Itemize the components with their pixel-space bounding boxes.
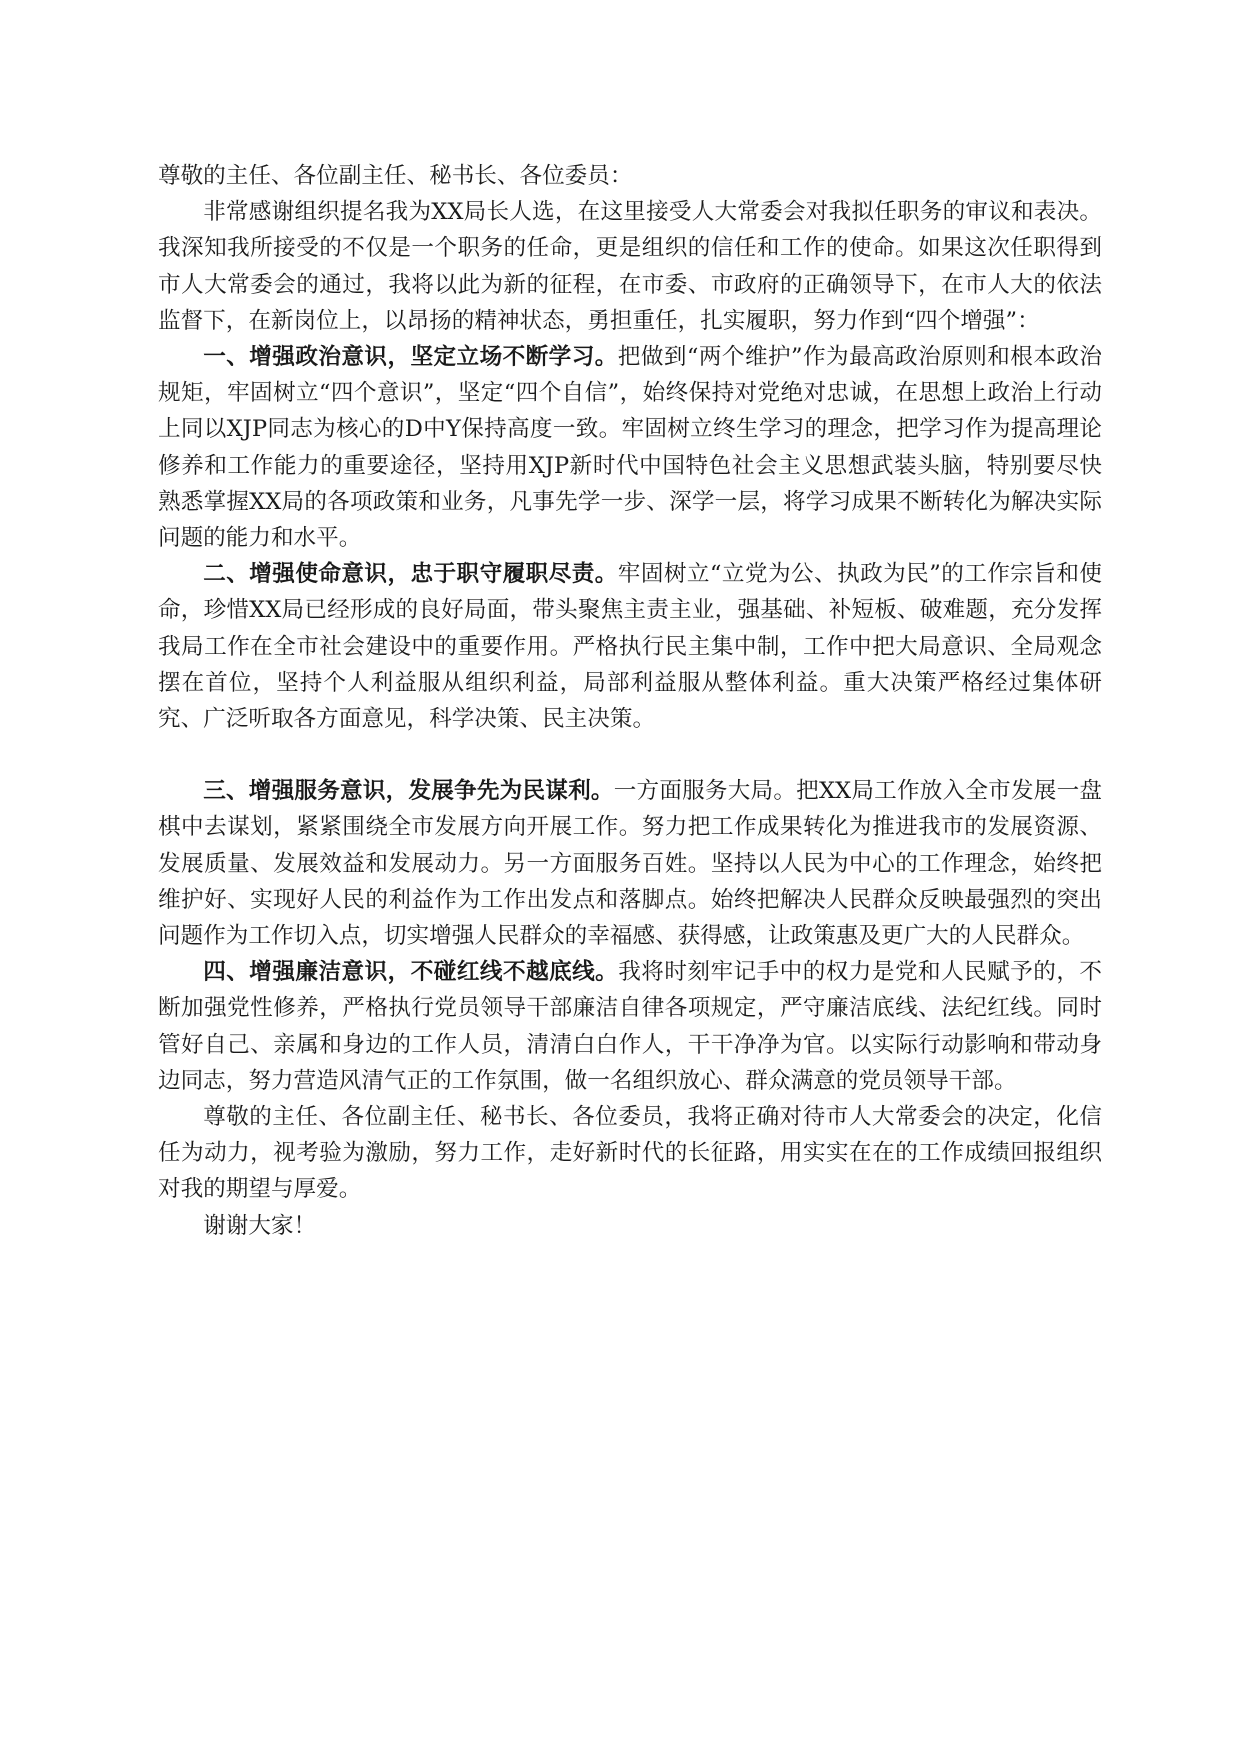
closing-paragraph: 尊敬的主任、各位副主任、秘书长、各位委员，我将正确对待市人大常委会的决定，化信任为动力，视考验为激励，努力工作，走好新时代的长征路，用实实在在的工作成绩回报组织对我的期望与厚爱。 bbox=[158, 1104, 1102, 1203]
section-1-body: 把做到“两个维护”作为最高政治原则和根本政治规矩，牢固树立“四个意识”，坚定“四个自信”，始终保持对党绝对忠诚，在思想上政治上行动上同以XJP同志为核心的D中Y保持高度一致。牢固树立终生学习的理念，把学习作为提高理论修养和工作能力的重要途径，坚持用XJP新时代中国特色社会主义思想武装头脑，特别要尽快熟悉掌握XX局的各项政策和业务，凡事先学一步、深学一层，将学习成果不断转化为解决实际问题的能力和水平。 bbox=[158, 344, 1103, 552]
section-3-paragraph bbox=[158, 773, 1102, 954]
section-3-body: 一方面服务大局。把XX局工作放入全市发展一盘棋中去谋划，紧紧围绕全市发展方向开展工作。努力把工作成果转化为推进我市的发展资源、发展质量、发展效益和发展动力。另一方面服务百姓。坚持以人民为中心的工作理念，始终把维护好、实现好人民的利益作为工作出发点和落脚点。始终把解决人民群众反映最强烈的突出问题作为工作切入点，切实增强人民群众的幸福感、获得感，让政策惠及更广大的人民群众。 bbox=[158, 778, 1102, 950]
thanks-line: 谢谢大家！ bbox=[203, 1212, 317, 1239]
section-4-body: 我将时刻牢记手中的权力是党和人民赋予的，不断加强党性修养，严格执行党员领导干部廉洁自律各项规定，严守廉洁底线、法纪红线。同时管好自己、亲属和身边的工作人员，清清白白作人，干干净净为官。以实际行动影响和带动身边同志，努力营造风清气正的工作氛围，做一名组织放心、群众满意的党员领导干部。 bbox=[158, 959, 1103, 1094]
intro-paragraph: 非常感谢组织提名我为XX局长人选，在这里接受人大常委会对我拟任职务的审议和表决。我深知我所接受的不仅是一个职务的任命，更是组织的信任和工作的使命。如果这次任职得到市人大常委会的通过，我将以此为新的征程，在市委、市政府的正确领导下，在市人大的依法监督下，在新岗位上，以昂扬的精神状态，勇担重任，扎实履职，努力作到“四个增强”： bbox=[158, 199, 1102, 334]
section-4-heading: 四、增强廉洁意识，不碰红线不越底线。 bbox=[203, 959, 619, 986]
section-2-body: 牢固树立“立党为公、执政为民”的工作宗旨和使命，珍惜XX局已经形成的良好局面，带头聚焦主责主业，强基础、补短板、破难题，充分发挥我局工作在全市社会建设中的重要作用。严格执行民主集中制，工作中把大局意识、全局观念摆在首位，坚持个人利益服从组织利益，局部利益服从整体利益。重大决策严格经过集体研究、广泛听取各方面意见，科学决策、民主决策。 bbox=[158, 561, 1103, 733]
speech-body bbox=[158, 158, 1102, 1244]
section-1-heading: 一、增强政治意识，坚定立场不断学习。 bbox=[203, 344, 618, 371]
section-2-paragraph bbox=[158, 556, 1102, 737]
section-4-paragraph bbox=[158, 954, 1102, 1099]
section-1-paragraph bbox=[158, 339, 1102, 556]
section-3-heading: 三、增强服务意识，发展争先为民谋利。 bbox=[203, 778, 614, 805]
section-2-heading: 二、增强使命意识，忠于职守履职尽责。 bbox=[203, 561, 618, 588]
salutation: 尊敬的主任、各位副主任、秘书长、各位委员： bbox=[158, 163, 633, 189]
